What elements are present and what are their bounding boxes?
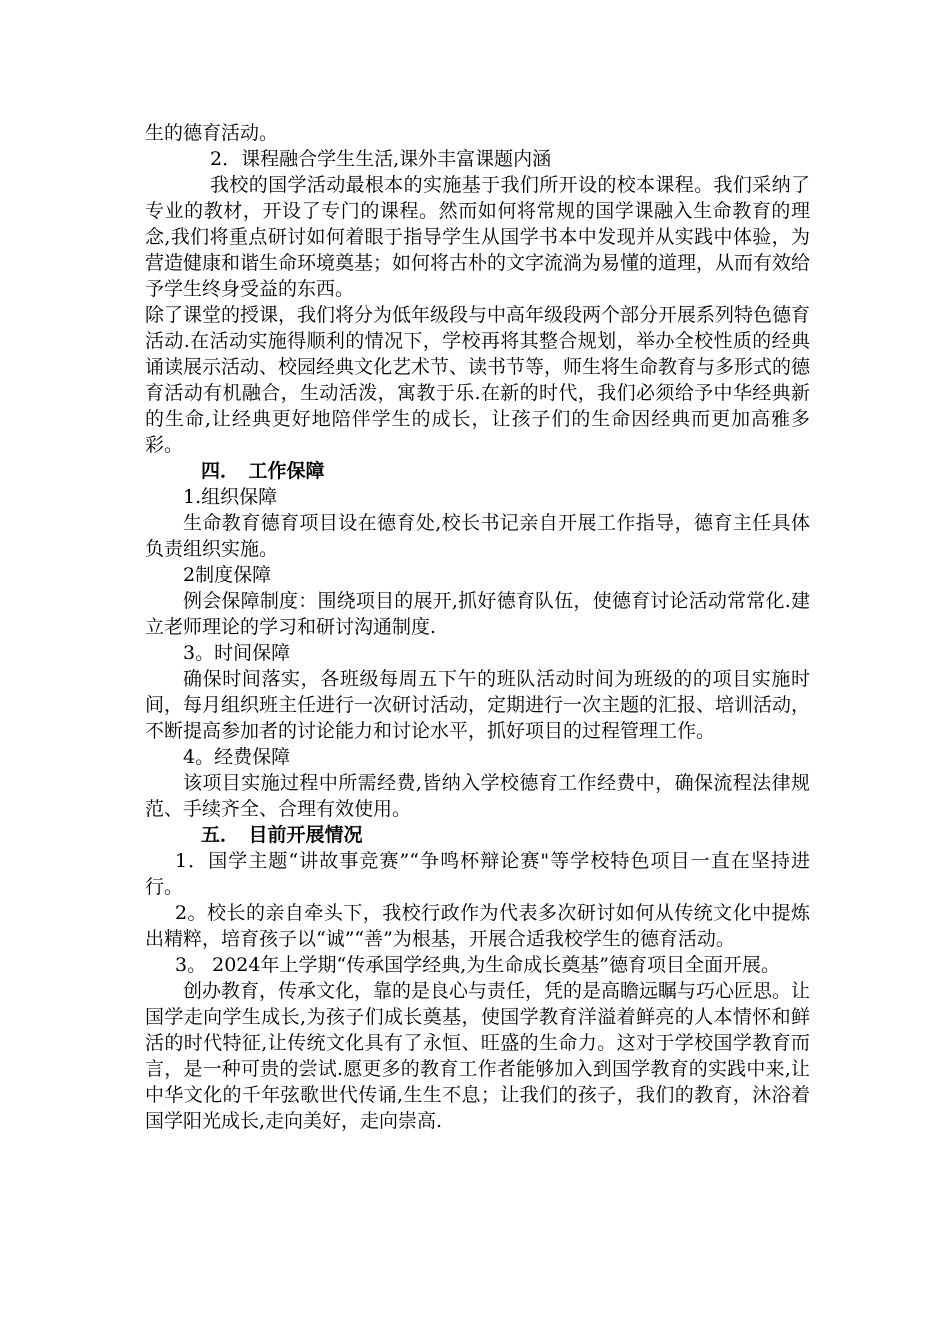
subheading-organization: 1.组织保障 — [183, 486, 278, 508]
paragraph-status-1: 1．国学主题“讲故事竞赛”“争鸣杯辩论赛"等学校特色项目一直在坚持进行。 — [145, 850, 810, 898]
paragraph-organization: 生命教育德育项目设在德育处,校长书记亲自开展工作指导，德育主任具体负责组织实施。 — [145, 512, 810, 560]
paragraph-time: 确保时间落实，各班级每周五下午的班队活动时间为班级的的项目实施时间，每月组织班主任进行一次研讨活动，定期进行一次主题的汇报、培训活动，不断提高参加者的讨论能力和讨论水平，抓好项目的过程管理工作。 — [145, 668, 811, 742]
subheading-funding: 4。经费保障 — [183, 746, 291, 768]
paragraph-continuation: 生的德育活动。 — [145, 122, 279, 144]
paragraph-status-2: 2。校长的亲自牵头下，我校行政作为代表多次研讨如何从传统文化中提炼出精粹，培育孩子以“诚”“善”为根基，开展合适我校学生的德育活动。 — [145, 902, 810, 950]
paragraph-system: 例会保障制度：围绕项目的展开,抓好德育队伍，使德育讨论活动常常化.建立老师理论的学习和研讨沟通制度. — [145, 590, 810, 638]
paragraph-activities: 除了课堂的授课，我们将分为低年级段与中高年级段两个部分开展系列特色德育活动.在活动实施得顺利的情况下，学校再将其整合规划，举办全校性质的经典诵读展示活动、校园经典文化艺术节、读书节等，师生将生命教育与多形式的德育活动有机融合，生动活泼，寓教于乐.在新的时代，我们必须给予中华经典新的生命,让经典更好地陪伴学生的成长，让孩子们的生命因经典而更加高雅多彩。 — [145, 304, 811, 456]
paragraph-status-3: 3。 2024年上学期“传承国学经典,为生命成长奠基”德育项目全面开展。 — [175, 954, 780, 976]
paragraph-funding: 该项目实施过程中所需经费,皆纳入学校德育工作经费中，确保流程法律规范、手续齐全、合理有效使用。 — [145, 772, 810, 820]
subheading-course-integration: 2．课程融合学生生活,课外丰富课题内涵 — [210, 148, 552, 170]
section-heading-current-status: 五． 目前开展情况 — [201, 824, 363, 846]
document-page — [145, 120, 810, 1134]
subheading-time: 3。时间保障 — [183, 642, 291, 664]
section-heading-work-guarantee: 四． 工作保障 — [201, 460, 325, 482]
paragraph-conclusion: 创办教育，传承文化，靠的是良心与责任，凭的是高瞻远瞩与巧心匠思。让国学走向学生成长,为孩子们成长奠基，使国学教育洋溢着鲜亮的人本情怀和鲜活的时代特征,让传统文化具有了永恒、旺盛的生命力。这对于学校国学教育而言，是一种可贵的尝试.愿更多的教育工作者能够加入到国学教育的实践中来,让中华文化的千年弦歌世代传诵,生生不息；让我们的孩子，我们的教育，沐浴着国学阳光成长,走向美好，走向崇高. — [145, 980, 811, 1132]
subheading-system: 2制度保障 — [183, 564, 272, 586]
paragraph-school-courses: 我校的国学活动最根本的实施基于我们所开设的校本课程。我们采纳了专业的教材，开设了专门的课程。然而如何将常规的国学课融入生命教育的理念,我们将重点研讨如何着眼于指导学生从国学书本中发现并从实践中体验，为营造健康和谐生命环境奠基；如何将古朴的文字流淌为易懂的道理，从而有效给予学生终身受益的东西。 — [145, 174, 811, 300]
